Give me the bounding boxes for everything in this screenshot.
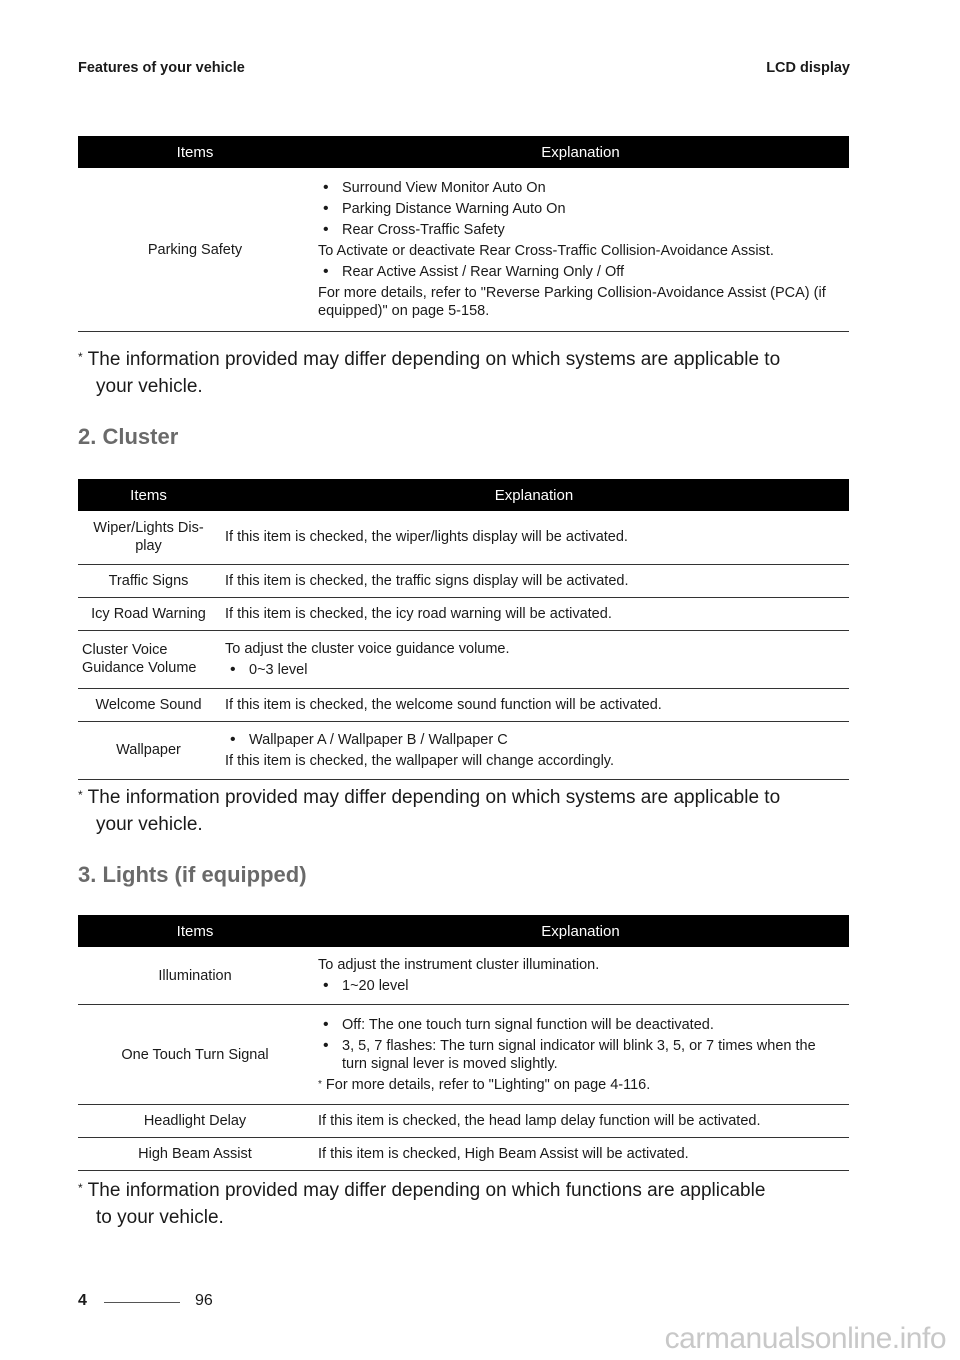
footnote-star: * bbox=[78, 788, 83, 802]
table-header-row bbox=[78, 915, 849, 947]
item-welcome-sound: Welcome Sound bbox=[78, 688, 219, 721]
explanation-cell bbox=[312, 947, 849, 1005]
table-row bbox=[78, 630, 849, 688]
table-header-row bbox=[78, 136, 849, 168]
explanation-text: If this item is checked, the head lamp delay function will be activated. bbox=[312, 1105, 849, 1138]
table-row bbox=[78, 688, 849, 721]
explanation-text: To adjust the cluster voice guidance volume. bbox=[225, 640, 510, 657]
bullet-item: • 1~20 level bbox=[318, 977, 843, 995]
explanation-text: If this item is checked, the welcome sound function will be activated. bbox=[219, 688, 849, 721]
table-row bbox=[78, 947, 849, 1005]
explanation-text: To Activate or deactivate Rear Cross-Traffic Collision-Avoidance Assist. bbox=[318, 243, 774, 259]
footnote-text: your vehicle. bbox=[96, 814, 203, 835]
table-row bbox=[78, 564, 849, 597]
explanation-cell bbox=[219, 630, 849, 688]
cell-note bbox=[318, 1076, 843, 1094]
bullet-item: • Surround View Monitor Auto On bbox=[318, 179, 843, 197]
bullet-item: • 3, 5, 7 flashes: The turn signal indicator will blink 3, 5, or 7 times when the turn signal lever is moved slightly. bbox=[318, 1037, 843, 1073]
lights-table bbox=[78, 915, 849, 1171]
explanation-cell bbox=[312, 1005, 849, 1105]
table-row bbox=[78, 597, 849, 630]
chapter-number: 4 bbox=[78, 1292, 87, 1309]
table-row bbox=[78, 511, 849, 564]
item-wallpaper: Wallpaper bbox=[78, 721, 219, 779]
section-title-lights: 3. Lights (if equipped) bbox=[78, 862, 307, 887]
footnote-text: to your vehicle. bbox=[96, 1207, 224, 1228]
explanation-cell bbox=[312, 168, 849, 332]
bullet-item: • Wallpaper A / Wallpaper B / Wallpaper C bbox=[225, 731, 843, 749]
item-high-beam-assist: High Beam Assist bbox=[78, 1138, 312, 1171]
item-parking-safety: Parking Safety bbox=[78, 168, 312, 332]
running-header-section: Features of your vehicle bbox=[78, 60, 245, 76]
footnote-text: The information provided may differ depending on which functions are applicable bbox=[87, 1180, 766, 1201]
footnote-star: * bbox=[78, 350, 83, 364]
item-traffic-signs: Traffic Signs bbox=[78, 564, 219, 597]
table-row bbox=[78, 1105, 849, 1138]
explanation-text: If this item is checked, the wiper/lights display will be activated. bbox=[219, 511, 849, 564]
col-explanation: Explanation bbox=[219, 479, 849, 511]
watermark: carmanualsonline.info bbox=[664, 1322, 946, 1355]
footer-divider bbox=[104, 1302, 180, 1303]
bullet-item: • Parking Distance Warning Auto On bbox=[318, 200, 843, 218]
explanation-text: If this item is checked, High Beam Assist will be activated. bbox=[312, 1138, 849, 1171]
footnote-text: The information provided may differ depending on which systems are applicable to bbox=[87, 349, 781, 370]
item-illumination: Illumination bbox=[78, 947, 312, 1005]
section-title-cluster: 2. Cluster bbox=[78, 424, 179, 449]
item-wiper-lights-display: Wiper/Lights Dis- play bbox=[78, 511, 219, 564]
table-row bbox=[78, 1005, 849, 1105]
table-header-row bbox=[78, 479, 849, 511]
col-items: Items bbox=[78, 915, 312, 947]
item-one-touch-turn-signal: One Touch Turn Signal bbox=[78, 1005, 312, 1105]
note-text: For more details, refer to "Lighting" on page 4-116. bbox=[325, 1076, 651, 1093]
explanation-text: If this item is checked, the icy road warning will be activated. bbox=[219, 597, 849, 630]
note-star: * bbox=[318, 1078, 322, 1090]
parking-safety-table bbox=[78, 136, 849, 332]
cluster-table bbox=[78, 479, 849, 780]
page-number: 96 bbox=[195, 1292, 213, 1309]
item-cluster-voice-guidance-volume: Cluster Voice Guidance Volume bbox=[78, 630, 219, 688]
footnote-1 bbox=[78, 346, 868, 400]
running-header-topic: LCD display bbox=[766, 60, 850, 76]
table-row bbox=[78, 168, 849, 332]
item-headlight-delay: Headlight Delay bbox=[78, 1105, 312, 1138]
bullet-item: • Off: The one touch turn signal function will be deactivated. bbox=[318, 1016, 843, 1034]
table-row bbox=[78, 1138, 849, 1171]
explanation-text: For more details, refer to "Reverse Parking Collision-Avoidance Assist (PCA) (if equipped)" on page 5-158. bbox=[318, 285, 826, 319]
footnote-3 bbox=[78, 1177, 868, 1231]
explanation-text: If this item is checked, the traffic signs display will be activated. bbox=[219, 564, 849, 597]
col-explanation: Explanation bbox=[312, 915, 849, 947]
bullet-item: • Rear Cross-Traffic Safety bbox=[318, 221, 843, 239]
col-items: Items bbox=[78, 136, 312, 168]
footnote-2 bbox=[78, 784, 868, 838]
bullet-item: • 0~3 level bbox=[225, 661, 843, 679]
col-items: Items bbox=[78, 479, 219, 511]
explanation-cell bbox=[219, 721, 849, 779]
item-icy-road-warning: Icy Road Warning bbox=[78, 597, 219, 630]
table-row bbox=[78, 721, 849, 779]
footnote-text: The information provided may differ depending on which systems are applicable to bbox=[87, 787, 781, 808]
footnote-text: your vehicle. bbox=[96, 376, 203, 397]
explanation-text: To adjust the instrument cluster illumination. bbox=[318, 957, 600, 973]
col-explanation: Explanation bbox=[312, 136, 849, 168]
bullet-item: • Rear Active Assist / Rear Warning Only / Off bbox=[318, 263, 843, 281]
footnote-star: * bbox=[78, 1181, 83, 1195]
explanation-text: If this item is checked, the wallpaper will change accordingly. bbox=[225, 752, 615, 769]
